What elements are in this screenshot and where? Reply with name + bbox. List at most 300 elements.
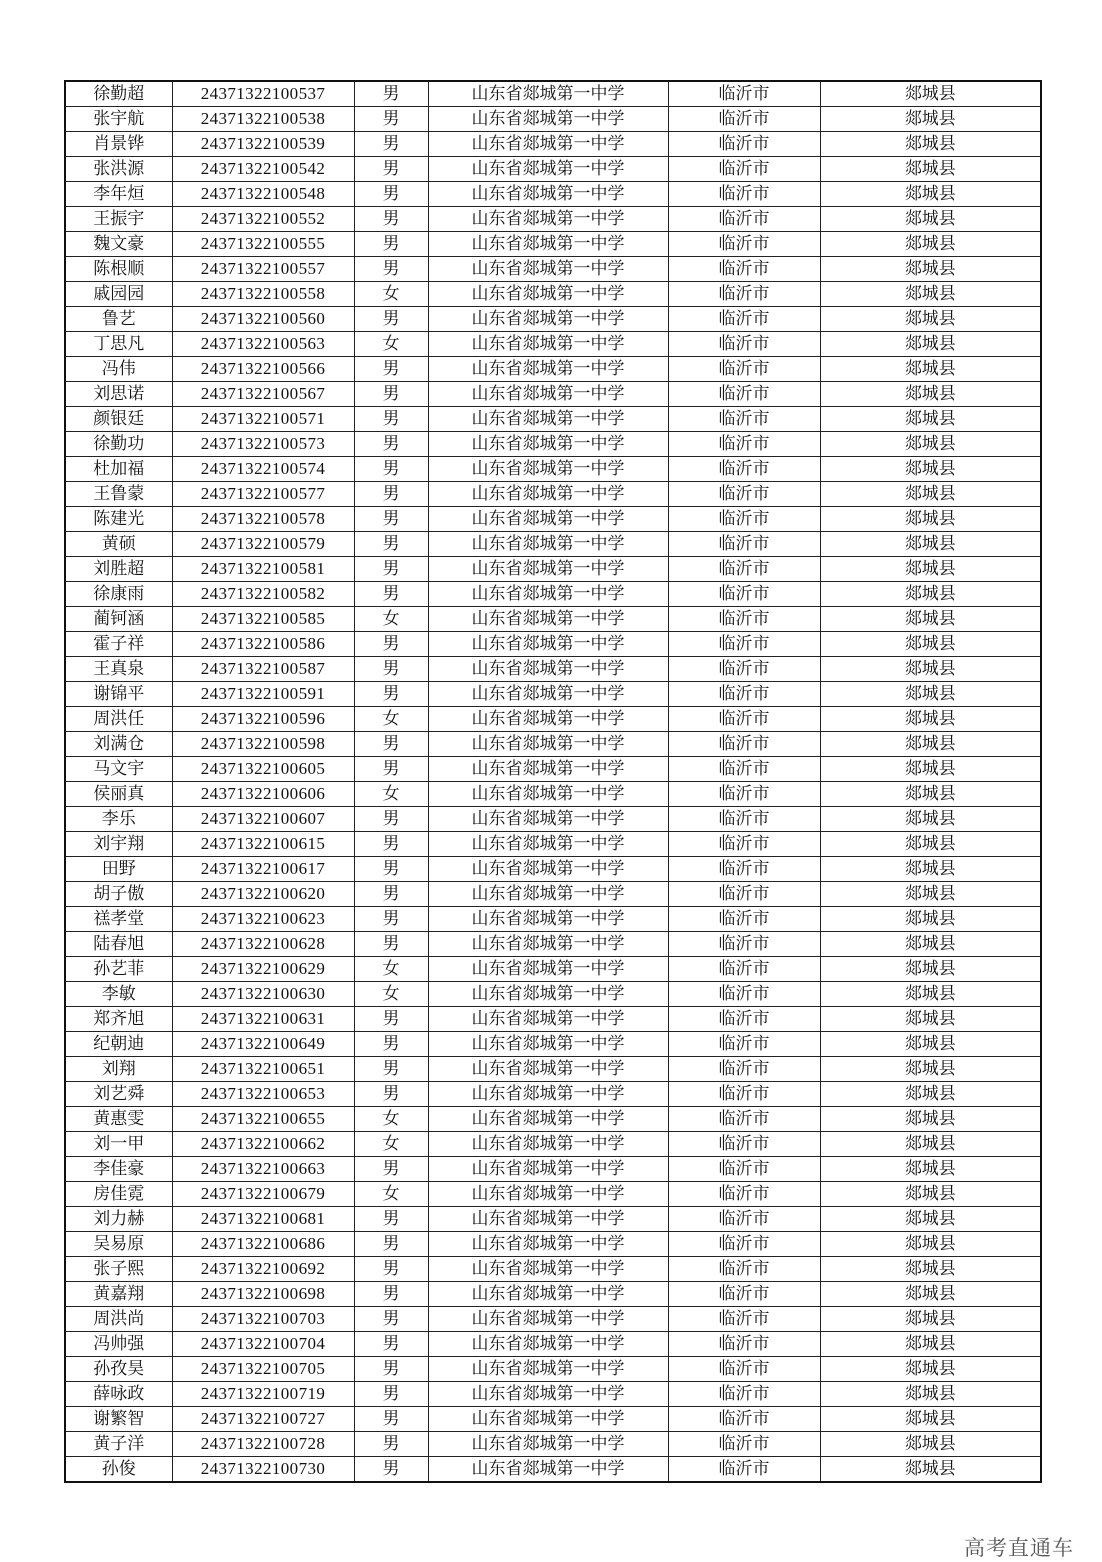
cell-name: 王真泉 [65,657,172,682]
table-row [65,932,1041,957]
cell-county: 郯城县 [820,507,1041,532]
cell-gender: 男 [354,1407,428,1432]
cell-city: 临沂市 [668,832,820,857]
table-row [65,1407,1041,1432]
cell-gender: 男 [354,132,428,157]
cell-name: 张宇航 [65,107,172,132]
cell-name: 李乐 [65,807,172,832]
cell-city: 临沂市 [668,582,820,607]
cell-name: 鲁艺 [65,307,172,332]
cell-name: 孙艺菲 [65,957,172,982]
cell-city: 临沂市 [668,957,820,982]
table-row [65,1157,1041,1182]
cell-gender: 女 [354,707,428,732]
cell-gender: 男 [354,357,428,382]
cell-name: 王鲁蒙 [65,482,172,507]
cell-school: 山东省郯城第一中学 [428,707,668,732]
cell-name: 周洪尚 [65,1307,172,1332]
table-row [65,157,1041,182]
cell-gender: 男 [354,1157,428,1182]
cell-name: 郑齐旭 [65,1007,172,1032]
cell-name: 蔺钶涵 [65,607,172,632]
cell-gender: 男 [354,932,428,957]
cell-exam-id: 24371322100557 [172,257,354,282]
table-row [65,857,1041,882]
cell-city: 临沂市 [668,1057,820,1082]
cell-gender: 男 [354,632,428,657]
cell-gender: 男 [354,682,428,707]
cell-city: 临沂市 [668,1257,820,1282]
cell-name: 徐勤超 [65,81,172,107]
cell-name: 徐勤功 [65,432,172,457]
table-row [65,957,1041,982]
cell-city: 临沂市 [668,357,820,382]
cell-name: 刘宇翔 [65,832,172,857]
cell-school: 山东省郯城第一中学 [428,582,668,607]
cell-exam-id: 24371322100567 [172,382,354,407]
cell-school: 山东省郯城第一中学 [428,1232,668,1257]
cell-exam-id: 24371322100698 [172,1282,354,1307]
cell-gender: 男 [354,81,428,107]
cell-school: 山东省郯城第一中学 [428,1082,668,1107]
cell-county: 郯城县 [820,257,1041,282]
cell-exam-id: 24371322100727 [172,1407,354,1432]
table-row [65,1182,1041,1207]
cell-school: 山东省郯城第一中学 [428,182,668,207]
table-row [65,582,1041,607]
cell-city: 临沂市 [668,1332,820,1357]
cell-city: 临沂市 [668,682,820,707]
table-row [65,482,1041,507]
cell-name: 魏文豪 [65,232,172,257]
cell-city: 临沂市 [668,1182,820,1207]
table-row [65,1132,1041,1157]
cell-gender: 男 [354,1082,428,1107]
cell-name: 刘一甲 [65,1132,172,1157]
cell-county: 郯城县 [820,457,1041,482]
cell-city: 临沂市 [668,782,820,807]
cell-exam-id: 24371322100649 [172,1032,354,1057]
cell-county: 郯城县 [820,1182,1041,1207]
cell-gender: 男 [354,407,428,432]
cell-exam-id: 24371322100566 [172,357,354,382]
cell-name: 谢锦平 [65,682,172,707]
cell-school: 山东省郯城第一中学 [428,1032,668,1057]
cell-city: 临沂市 [668,807,820,832]
cell-school: 山东省郯城第一中学 [428,1157,668,1182]
table-row [65,207,1041,232]
cell-county: 郯城县 [820,81,1041,107]
cell-gender: 男 [354,232,428,257]
cell-name: 侯丽真 [65,782,172,807]
cell-name: 刘胜超 [65,557,172,582]
cell-name: 丁思凡 [65,332,172,357]
cell-county: 郯城县 [820,1032,1041,1057]
cell-county: 郯城县 [820,207,1041,232]
cell-exam-id: 24371322100571 [172,407,354,432]
cell-exam-id: 24371322100653 [172,1082,354,1107]
watermark: 高考直通车 [964,1536,1074,1560]
cell-county: 郯城县 [820,1357,1041,1382]
cell-city: 临沂市 [668,532,820,557]
cell-name: 刘满仓 [65,732,172,757]
table-row [65,357,1041,382]
cell-name: 谢繁智 [65,1407,172,1432]
cell-name: 戚园园 [65,282,172,307]
cell-city: 临沂市 [668,607,820,632]
cell-county: 郯城县 [820,582,1041,607]
cell-school: 山东省郯城第一中学 [428,557,668,582]
cell-exam-id: 24371322100692 [172,1257,354,1282]
cell-name: 张洪源 [65,157,172,182]
cell-name: 张子熙 [65,1257,172,1282]
cell-exam-id: 24371322100581 [172,557,354,582]
cell-city: 临沂市 [668,1232,820,1257]
cell-gender: 男 [354,882,428,907]
table-row [65,1382,1041,1407]
cell-exam-id: 24371322100681 [172,1207,354,1232]
cell-gender: 男 [354,1307,428,1332]
cell-county: 郯城县 [820,157,1041,182]
table-row [65,407,1041,432]
cell-exam-id: 24371322100679 [172,1182,354,1207]
cell-gender: 男 [354,182,428,207]
cell-school: 山东省郯城第一中学 [428,382,668,407]
cell-gender: 女 [354,282,428,307]
cell-gender: 男 [354,1282,428,1307]
cell-exam-id: 24371322100703 [172,1307,354,1332]
cell-county: 郯城县 [820,407,1041,432]
cell-exam-id: 24371322100587 [172,657,354,682]
cell-city: 临沂市 [668,282,820,307]
table-row [65,632,1041,657]
cell-city: 临沂市 [668,632,820,657]
cell-exam-id: 24371322100573 [172,432,354,457]
cell-name: 黄硕 [65,532,172,557]
cell-city: 临沂市 [668,1432,820,1457]
cell-county: 郯城县 [820,982,1041,1007]
cell-school: 山东省郯城第一中学 [428,1057,668,1082]
cell-exam-id: 24371322100596 [172,707,354,732]
cell-city: 临沂市 [668,1457,820,1483]
table-row [65,81,1041,107]
cell-exam-id: 24371322100558 [172,282,354,307]
cell-gender: 男 [354,1257,428,1282]
cell-county: 郯城县 [820,332,1041,357]
cell-school: 山东省郯城第一中学 [428,782,668,807]
cell-name: 胡子傲 [65,882,172,907]
cell-county: 郯城县 [820,732,1041,757]
cell-city: 临沂市 [668,1357,820,1382]
table-row [65,307,1041,332]
cell-gender: 男 [354,382,428,407]
cell-city: 临沂市 [668,657,820,682]
cell-school: 山东省郯城第一中学 [428,732,668,757]
cell-school: 山东省郯城第一中学 [428,682,668,707]
cell-school: 山东省郯城第一中学 [428,882,668,907]
cell-county: 郯城县 [820,432,1041,457]
cell-county: 郯城县 [820,1332,1041,1357]
cell-name: 马文宇 [65,757,172,782]
cell-gender: 男 [354,832,428,857]
table-row [65,182,1041,207]
cell-name: 李年烜 [65,182,172,207]
cell-exam-id: 24371322100586 [172,632,354,657]
cell-exam-id: 24371322100598 [172,732,354,757]
cell-gender: 男 [354,432,428,457]
cell-city: 临沂市 [668,407,820,432]
cell-city: 临沂市 [668,382,820,407]
cell-school: 山东省郯城第一中学 [428,432,668,457]
cell-county: 郯城县 [820,1382,1041,1407]
cell-school: 山东省郯城第一中学 [428,207,668,232]
cell-city: 临沂市 [668,332,820,357]
cell-county: 郯城县 [820,357,1041,382]
cell-exam-id: 24371322100662 [172,1132,354,1157]
cell-name: 陆春旭 [65,932,172,957]
cell-county: 郯城县 [820,682,1041,707]
cell-gender: 男 [354,507,428,532]
cell-exam-id: 24371322100585 [172,607,354,632]
cell-city: 临沂市 [668,207,820,232]
cell-exam-id: 24371322100705 [172,1357,354,1382]
cell-gender: 男 [354,757,428,782]
cell-city: 临沂市 [668,1032,820,1057]
table-row [65,282,1041,307]
cell-name: 霍子祥 [65,632,172,657]
cell-city: 临沂市 [668,1132,820,1157]
cell-city: 临沂市 [668,1157,820,1182]
cell-school: 山东省郯城第一中学 [428,857,668,882]
cell-school: 山东省郯城第一中学 [428,982,668,1007]
cell-gender: 男 [354,257,428,282]
table-row [65,732,1041,757]
cell-name: 杜加福 [65,457,172,482]
cell-school: 山东省郯城第一中学 [428,532,668,557]
cell-exam-id: 24371322100537 [172,81,354,107]
cell-county: 郯城县 [820,1132,1041,1157]
cell-city: 临沂市 [668,107,820,132]
cell-county: 郯城县 [820,307,1041,332]
cell-name: 刘思诺 [65,382,172,407]
cell-city: 临沂市 [668,507,820,532]
table-row [65,1057,1041,1082]
cell-gender: 男 [354,482,428,507]
cell-city: 临沂市 [668,81,820,107]
cell-name: 孙孜昊 [65,1357,172,1382]
cell-gender: 男 [354,657,428,682]
table-row [65,1032,1041,1057]
cell-county: 郯城县 [820,232,1041,257]
cell-exam-id: 24371322100539 [172,132,354,157]
cell-city: 临沂市 [668,257,820,282]
cell-exam-id: 24371322100615 [172,832,354,857]
table-row [65,507,1041,532]
cell-school: 山东省郯城第一中学 [428,1182,668,1207]
cell-school: 山东省郯城第一中学 [428,232,668,257]
cell-gender: 男 [354,532,428,557]
cell-name: 黄嘉翔 [65,1282,172,1307]
cell-city: 临沂市 [668,907,820,932]
cell-city: 临沂市 [668,482,820,507]
cell-school: 山东省郯城第一中学 [428,407,668,432]
cell-county: 郯城县 [820,807,1041,832]
cell-gender: 女 [354,332,428,357]
cell-county: 郯城县 [820,532,1041,557]
cell-city: 临沂市 [668,1082,820,1107]
table-row [65,1307,1041,1332]
cell-gender: 男 [354,857,428,882]
cell-city: 临沂市 [668,432,820,457]
cell-name: 李敏 [65,982,172,1007]
cell-name: 黄子洋 [65,1432,172,1457]
cell-name: 颜银廷 [65,407,172,432]
cell-exam-id: 24371322100629 [172,957,354,982]
cell-county: 郯城县 [820,707,1041,732]
cell-county: 郯城县 [820,182,1041,207]
cell-school: 山东省郯城第一中学 [428,1132,668,1157]
cell-county: 郯城县 [820,1457,1041,1483]
cell-gender: 男 [354,157,428,182]
cell-gender: 男 [354,1382,428,1407]
cell-school: 山东省郯城第一中学 [428,1332,668,1357]
cell-county: 郯城县 [820,1007,1041,1032]
cell-school: 山东省郯城第一中学 [428,932,668,957]
cell-exam-id: 24371322100552 [172,207,354,232]
cell-school: 山东省郯城第一中学 [428,757,668,782]
cell-gender: 男 [354,1332,428,1357]
cell-school: 山东省郯城第一中学 [428,332,668,357]
cell-county: 郯城县 [820,1307,1041,1332]
cell-school: 山东省郯城第一中学 [428,1257,668,1282]
cell-school: 山东省郯城第一中学 [428,1357,668,1382]
table-row [65,1007,1041,1032]
cell-county: 郯城县 [820,1107,1041,1132]
cell-exam-id: 24371322100623 [172,907,354,932]
cell-exam-id: 24371322100655 [172,1107,354,1132]
cell-school: 山东省郯城第一中学 [428,257,668,282]
cell-county: 郯城县 [820,957,1041,982]
cell-city: 临沂市 [668,857,820,882]
table-row [65,457,1041,482]
cell-gender: 男 [354,907,428,932]
cell-school: 山东省郯城第一中学 [428,607,668,632]
cell-exam-id: 24371322100686 [172,1232,354,1257]
cell-city: 临沂市 [668,1282,820,1307]
cell-county: 郯城县 [820,882,1041,907]
cell-name: 徐康雨 [65,582,172,607]
cell-county: 郯城县 [820,1157,1041,1182]
cell-gender: 男 [354,1232,428,1257]
table-row [65,432,1041,457]
cell-name: 冯帅强 [65,1332,172,1357]
cell-gender: 男 [354,1057,428,1082]
cell-exam-id: 24371322100663 [172,1157,354,1182]
cell-school: 山东省郯城第一中学 [428,832,668,857]
cell-gender: 女 [354,1132,428,1157]
cell-county: 郯城县 [820,1257,1041,1282]
cell-school: 山东省郯城第一中学 [428,107,668,132]
cell-city: 临沂市 [668,557,820,582]
cell-school: 山东省郯城第一中学 [428,632,668,657]
cell-county: 郯城县 [820,382,1041,407]
cell-county: 郯城县 [820,607,1041,632]
cell-city: 临沂市 [668,457,820,482]
table-row [65,607,1041,632]
cell-county: 郯城县 [820,1282,1041,1307]
cell-school: 山东省郯城第一中学 [428,457,668,482]
cell-gender: 女 [354,1107,428,1132]
cell-school: 山东省郯城第一中学 [428,1457,668,1483]
cell-name: 陈建光 [65,507,172,532]
table-row [65,1107,1041,1132]
cell-city: 临沂市 [668,1107,820,1132]
cell-exam-id: 24371322100560 [172,307,354,332]
table-row [65,1332,1041,1357]
cell-county: 郯城县 [820,782,1041,807]
cell-county: 郯城县 [820,1082,1041,1107]
cell-name: 刘力赫 [65,1207,172,1232]
cell-gender: 女 [354,1182,428,1207]
table-row [65,1257,1041,1282]
table-row [65,257,1041,282]
table-row [65,1082,1041,1107]
cell-school: 山东省郯城第一中学 [428,1282,668,1307]
table-row [65,807,1041,832]
cell-gender: 男 [354,1457,428,1483]
cell-school: 山东省郯城第一中学 [428,807,668,832]
cell-county: 郯城县 [820,907,1041,932]
cell-exam-id: 24371322100563 [172,332,354,357]
cell-school: 山东省郯城第一中学 [428,357,668,382]
cell-city: 临沂市 [668,182,820,207]
cell-exam-id: 24371322100574 [172,457,354,482]
cell-name: 吴易原 [65,1232,172,1257]
table-row [65,757,1041,782]
cell-gender: 男 [354,457,428,482]
cell-county: 郯城县 [820,657,1041,682]
cell-name: 薛咏政 [65,1382,172,1407]
cell-exam-id: 24371322100542 [172,157,354,182]
cell-county: 郯城县 [820,632,1041,657]
cell-exam-id: 24371322100605 [172,757,354,782]
cell-gender: 男 [354,732,428,757]
table-row [65,382,1041,407]
cell-school: 山东省郯城第一中学 [428,1107,668,1132]
cell-city: 临沂市 [668,882,820,907]
cell-city: 临沂市 [668,707,820,732]
cell-school: 山东省郯城第一中学 [428,1007,668,1032]
cell-name: 刘翔 [65,1057,172,1082]
cell-exam-id: 24371322100704 [172,1332,354,1357]
cell-county: 郯城县 [820,1232,1041,1257]
cell-county: 郯城县 [820,132,1041,157]
cell-gender: 男 [354,1007,428,1032]
table-row [65,707,1041,732]
cell-gender: 女 [354,982,428,1007]
table-row [65,557,1041,582]
cell-school: 山东省郯城第一中学 [428,282,668,307]
cell-city: 临沂市 [668,757,820,782]
cell-gender: 男 [354,1357,428,1382]
cell-county: 郯城县 [820,282,1041,307]
table-row [65,107,1041,132]
cell-gender: 女 [354,607,428,632]
cell-school: 山东省郯城第一中学 [428,657,668,682]
cell-name: 李佳豪 [65,1157,172,1182]
cell-school: 山东省郯城第一中学 [428,507,668,532]
cell-name: 禚孝堂 [65,907,172,932]
